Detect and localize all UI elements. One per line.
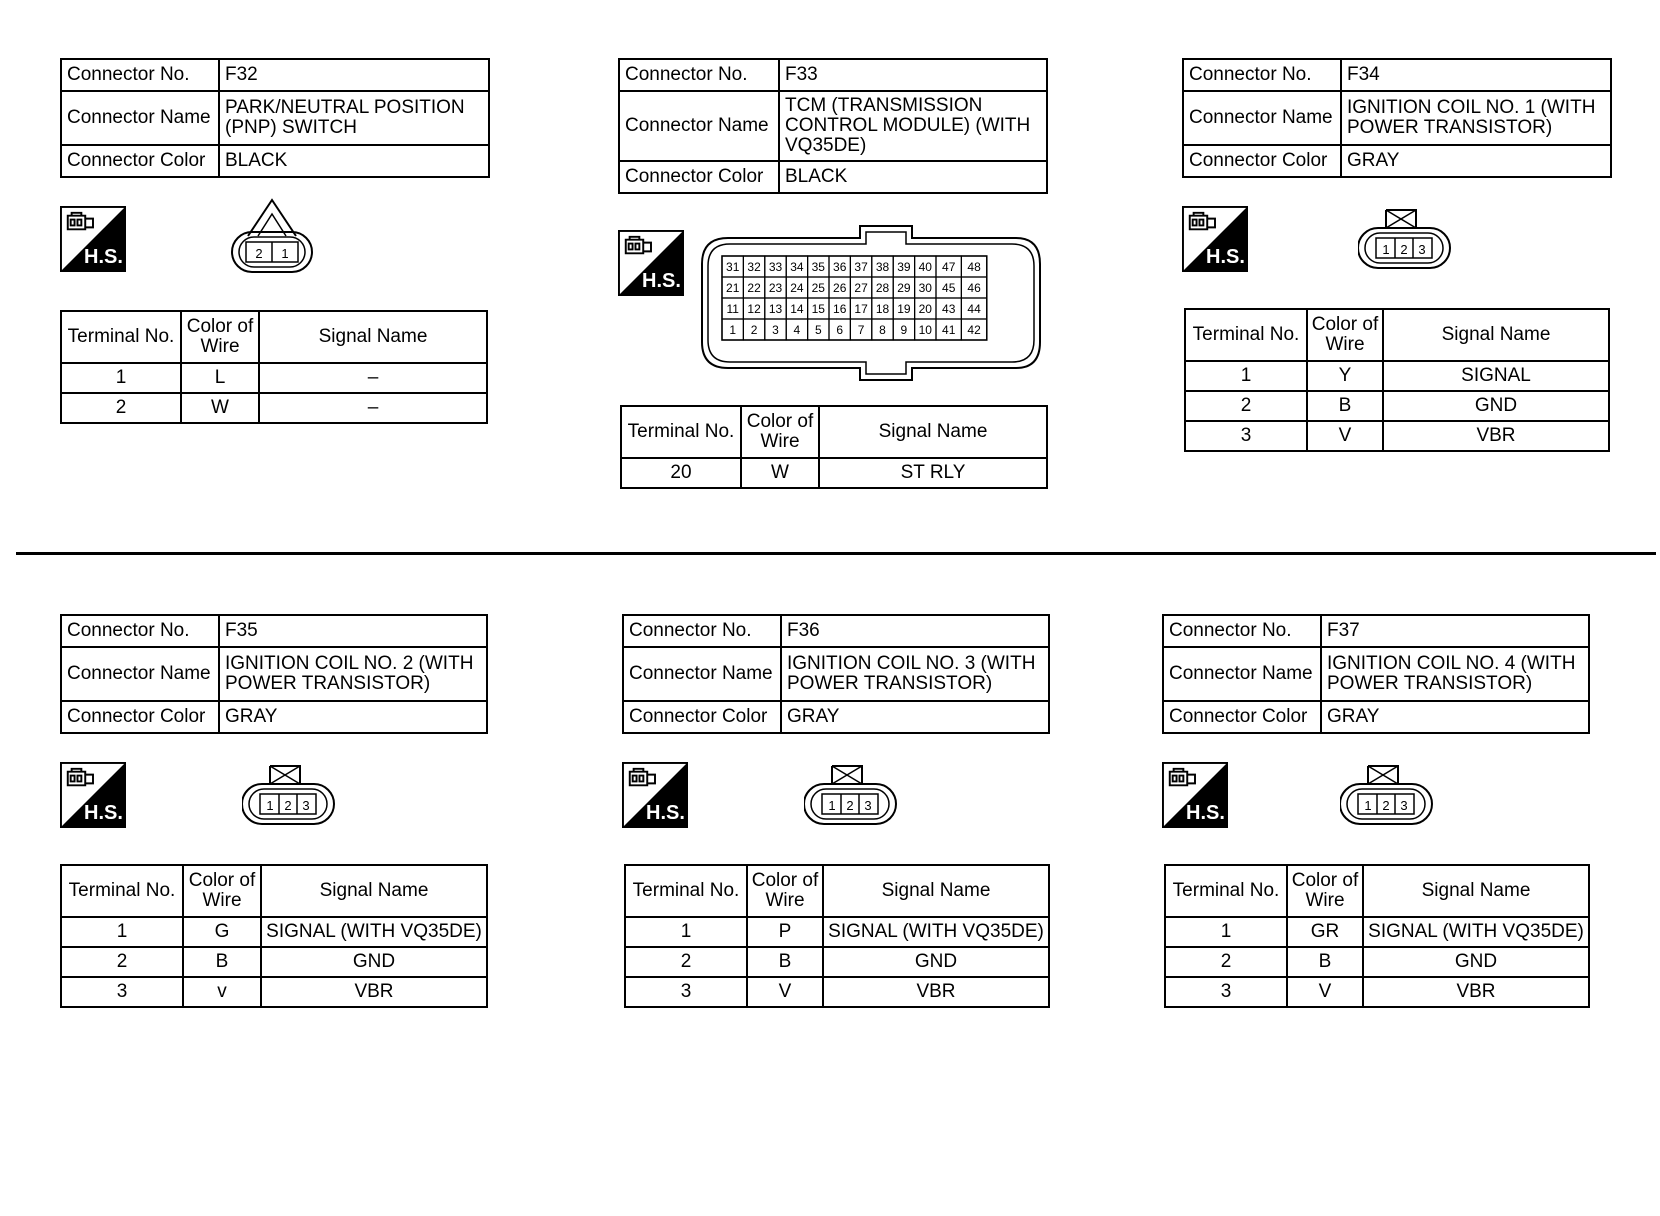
connector-name-label: Connector Name (1163, 647, 1321, 701)
terminal-no-cell: 1 (625, 917, 747, 947)
connector-face-diagram (1340, 762, 1440, 826)
connector-name-label: Connector Name (61, 91, 219, 145)
table-row (1165, 977, 1589, 1007)
pin-label: 34 (790, 260, 804, 274)
connector-panel-f32 (60, 58, 490, 178)
wire-color-cell: B (1287, 947, 1363, 977)
terminal-table-f37 (1164, 864, 1590, 1008)
signal-name-header: Signal Name (819, 406, 1047, 458)
terminal-no-header: Terminal No. (621, 406, 741, 458)
connector-name-value (219, 91, 489, 145)
connector-name-line: IGNITION COIL NO. 2 (WITH (225, 653, 474, 674)
pin-label: 2 (1400, 242, 1408, 257)
connector-no-label: Connector No. (619, 59, 779, 91)
connector-name-value (1321, 647, 1589, 701)
pin-label: 32 (747, 260, 761, 274)
pin-label: 23 (768, 281, 783, 295)
terminal-no-cell: 3 (1165, 977, 1287, 1007)
connector-face-diagram (232, 196, 318, 274)
connector-color-label: Connector Color (1163, 701, 1321, 733)
terminal-no-cell: 3 (61, 977, 183, 1007)
pin-label: 43 (942, 302, 956, 316)
pin-label: 2 (284, 798, 292, 813)
section-divider (16, 552, 1656, 555)
pin-label: 46 (967, 281, 981, 295)
pin-label: 11 (726, 302, 739, 316)
pin-label: 2 (1382, 798, 1390, 813)
connector-color-value: GRAY (781, 701, 1049, 733)
pin-label: 3 (864, 798, 872, 813)
terminal-table-f33 (620, 405, 1048, 489)
pin-label: 1 (1382, 242, 1390, 257)
pin-label: 40 (918, 260, 932, 274)
connector-face-diagram (1358, 206, 1458, 270)
harness-side-icon (60, 206, 126, 272)
signal-name-cell: GND (1363, 947, 1589, 977)
pin-label: 26 (833, 281, 847, 295)
pin-label: 42 (967, 323, 981, 337)
table-row (1185, 391, 1609, 421)
pin-label: 48 (967, 260, 981, 274)
pin-label: 33 (768, 260, 783, 274)
signal-name-cell: – (259, 363, 487, 393)
signal-name-cell: GND (1383, 391, 1609, 421)
pin-label: 20 (918, 302, 932, 316)
signal-name-cell: VBR (261, 977, 487, 1007)
connector-name-label: Connector Name (623, 647, 781, 701)
pin-label: 3 (772, 323, 779, 337)
connector-face-diagram (804, 762, 904, 826)
connector-color-label: Connector Color (61, 701, 219, 733)
harness-side-icon (60, 762, 126, 828)
signal-name-cell: ST RLY (819, 458, 1047, 488)
pin-label: 12 (747, 302, 761, 316)
wire-color-cell: V (1287, 977, 1363, 1007)
pin-label: 8 (879, 323, 886, 337)
table-row (61, 917, 487, 947)
connector-name-value (219, 647, 487, 701)
connector-panel-f34 (1182, 58, 1612, 178)
connector-name-label: Connector Name (619, 91, 779, 161)
connector-name-value (781, 647, 1049, 701)
pin-label: 1 (828, 798, 836, 813)
signal-name-header: Signal Name (823, 865, 1049, 917)
connector-name-line: POWER TRANSISTOR) (1347, 117, 1553, 138)
pin-label: 22 (747, 281, 761, 295)
harness-side-icon (622, 762, 688, 828)
terminal-table-f36 (624, 864, 1050, 1008)
signal-name-cell: VBR (1383, 421, 1609, 451)
pin-label: 21 (726, 281, 740, 295)
harness-side-label: H.S. (1186, 802, 1225, 824)
pin-label: 14 (790, 302, 804, 316)
connector-info-table (1182, 58, 1612, 178)
pin-label: 36 (833, 260, 847, 274)
connector-color-label: Connector Color (1183, 145, 1341, 177)
pin-label: 2 (255, 246, 263, 261)
terminal-no-header: Terminal No. (61, 311, 181, 363)
terminal-no-cell: 2 (61, 393, 181, 423)
connector-name-value (779, 91, 1047, 161)
harness-side-label: H.S. (84, 246, 123, 268)
terminal-no-cell: 1 (61, 363, 181, 393)
connector-info-table (60, 58, 490, 178)
wire-color-cell: W (181, 393, 259, 423)
pin-label: 29 (897, 281, 911, 295)
signal-name-cell: – (259, 393, 487, 423)
terminal-table-f35 (60, 864, 488, 1008)
wire-color-cell: B (747, 947, 823, 977)
terminal-no-cell: 2 (625, 947, 747, 977)
harness-side-label: H.S. (646, 802, 685, 824)
connector-name-line: CONTROL MODULE) (WITH (785, 115, 1031, 136)
pin-label: 3 (302, 798, 310, 813)
pin-label: 3 (1400, 798, 1408, 813)
connector-color-value: GRAY (1321, 701, 1589, 733)
connector-name-line: TCM (TRANSMISSION (785, 95, 983, 116)
pin-label: 4 (793, 323, 801, 337)
terminal-no-cell: 3 (625, 977, 747, 1007)
pin-label: 9 (900, 323, 908, 337)
signal-name-cell: SIGNAL (WITH VQ35DE) (823, 917, 1049, 947)
terminal-no-cell: 2 (1185, 391, 1307, 421)
pin-label: 5 (814, 323, 822, 337)
connector-color-label: Connector Color (623, 701, 781, 733)
connector-info-table (622, 614, 1050, 734)
connector-name-line: IGNITION COIL NO. 3 (WITH (787, 653, 1036, 674)
connector-color-value: BLACK (219, 145, 489, 177)
signal-name-cell: SIGNAL (WITH VQ35DE) (1363, 917, 1589, 947)
terminal-no-header: Terminal No. (625, 865, 747, 917)
signal-name-header: Signal Name (261, 865, 487, 917)
connector-no-value: F33 (779, 59, 1047, 91)
pin-label: 30 (918, 281, 932, 295)
signal-name-cell: SIGNAL (1383, 361, 1609, 391)
pin-label: 1 (729, 323, 737, 337)
harness-side-icon (618, 230, 684, 296)
connector-panel-f33 (618, 58, 1048, 194)
wire-color-cell: W (741, 458, 819, 488)
pin-label: 37 (854, 260, 868, 274)
wire-color-header: Color of Wire (747, 865, 823, 917)
table-row (61, 977, 487, 1007)
connector-name-line: POWER TRANSISTOR) (225, 673, 431, 694)
connector-name-line: IGNITION COIL NO. 1 (WITH (1347, 97, 1596, 118)
connector-name-line: IGNITION COIL NO. 4 (WITH (1327, 653, 1576, 674)
wire-color-header: Color of Wire (1307, 309, 1383, 361)
connector-no-value: F32 (219, 59, 489, 91)
connector-info-table (618, 58, 1048, 194)
connector-no-label: Connector No. (1183, 59, 1341, 91)
connector-name-line: POWER TRANSISTOR) (787, 673, 993, 694)
connector-name-label: Connector Name (1183, 91, 1341, 145)
connector-name-line: (PNP) SWITCH (225, 117, 357, 138)
pin-label: 28 (875, 281, 890, 295)
connector-info-table (60, 614, 488, 734)
wire-color-cell: Y (1307, 361, 1383, 391)
wire-color-header: Color of Wire (741, 406, 819, 458)
pin-label: 3 (1418, 242, 1426, 257)
terminal-no-cell: 3 (1185, 421, 1307, 451)
table-row (625, 917, 1049, 947)
connector-no-label: Connector No. (623, 615, 781, 647)
table-row (1185, 361, 1609, 391)
pin-label: 1 (281, 246, 289, 261)
wire-color-cell: V (747, 977, 823, 1007)
signal-name-cell: SIGNAL (WITH VQ35DE) (261, 917, 487, 947)
table-row (625, 947, 1049, 977)
terminal-table-f32 (60, 310, 488, 424)
pin-label: 2 (750, 323, 758, 337)
connector-name-value (1341, 91, 1611, 145)
connector-color-value: GRAY (1341, 145, 1611, 177)
wire-color-cell: B (1307, 391, 1383, 421)
connector-no-label: Connector No. (1163, 615, 1321, 647)
table-row (1165, 947, 1589, 977)
pin-label: 47 (942, 260, 956, 274)
table-row (1165, 917, 1589, 947)
pin-label: 1 (266, 798, 274, 813)
pin-label: 15 (811, 302, 825, 316)
pin-label: 16 (833, 302, 847, 316)
connector-panel-f37 (1162, 614, 1590, 734)
connector-face-diagram (242, 762, 342, 826)
table-row (621, 458, 1047, 488)
pin-label: 2 (846, 798, 854, 813)
terminal-no-header: Terminal No. (1185, 309, 1307, 361)
connector-name-label: Connector Name (61, 647, 219, 701)
pin-label: 38 (875, 260, 890, 274)
pin-label: 24 (790, 281, 804, 295)
connector-color-value: GRAY (219, 701, 487, 733)
pin-label: 1 (1364, 798, 1372, 813)
signal-name-header: Signal Name (1383, 309, 1609, 361)
wire-color-cell: G (183, 917, 261, 947)
wire-color-cell: P (747, 917, 823, 947)
terminal-no-cell: 1 (1165, 917, 1287, 947)
tcm-connector-face-diagram (700, 224, 1042, 384)
wire-color-cell: V (1307, 421, 1383, 451)
pin-label: 6 (836, 323, 844, 337)
wire-color-header: Color of Wire (183, 865, 261, 917)
terminal-no-cell: 20 (621, 458, 741, 488)
wire-color-header: Color of Wire (181, 311, 259, 363)
pin-label: 13 (768, 302, 783, 316)
harness-side-label: H.S. (642, 270, 681, 292)
harness-side-label: H.S. (84, 802, 123, 824)
pin-label: 31 (726, 260, 740, 274)
connector-info-table (1162, 614, 1590, 734)
pin-label: 7 (857, 323, 865, 337)
connector-no-value: F36 (781, 615, 1049, 647)
connector-color-label: Connector Color (619, 161, 779, 193)
pin-label: 19 (897, 302, 911, 316)
connector-no-value: F35 (219, 615, 487, 647)
pin-label: 10 (918, 323, 932, 337)
wire-color-cell: L (181, 363, 259, 393)
harness-side-icon (1162, 762, 1228, 828)
signal-name-cell: VBR (1363, 977, 1589, 1007)
signal-name-header: Signal Name (259, 311, 487, 363)
connector-no-label: Connector No. (61, 59, 219, 91)
wire-color-cell: GR (1287, 917, 1363, 947)
pin-label: 35 (811, 260, 825, 274)
pin-label: 45 (942, 281, 956, 295)
connector-name-line: VQ35DE) (785, 135, 867, 156)
terminal-no-cell: 1 (61, 917, 183, 947)
pin-label: 44 (967, 302, 981, 316)
pin-label: 25 (811, 281, 825, 295)
connector-no-value: F37 (1321, 615, 1589, 647)
terminal-no-header: Terminal No. (1165, 865, 1287, 917)
terminal-no-cell: 2 (1165, 947, 1287, 977)
table-row (61, 363, 487, 393)
connector-name-line: PARK/NEUTRAL POSITION (225, 97, 465, 118)
terminal-no-cell: 1 (1185, 361, 1307, 391)
terminal-no-cell: 2 (61, 947, 183, 977)
wire-color-cell: v (183, 977, 261, 1007)
connector-name-line: POWER TRANSISTOR) (1327, 673, 1533, 694)
terminal-no-header: Terminal No. (61, 865, 183, 917)
pin-label: 18 (875, 302, 890, 316)
table-row (1185, 421, 1609, 451)
harness-side-icon (1182, 206, 1248, 272)
harness-side-label: H.S. (1206, 246, 1245, 268)
connector-panel-f35 (60, 614, 488, 734)
connector-color-value: BLACK (779, 161, 1047, 193)
signal-name-cell: GND (823, 947, 1049, 977)
table-row (625, 977, 1049, 1007)
pin-label: 39 (897, 260, 911, 274)
connector-no-label: Connector No. (61, 615, 219, 647)
connector-color-label: Connector Color (61, 145, 219, 177)
table-row (61, 393, 487, 423)
signal-name-cell: GND (261, 947, 487, 977)
pin-label: 41 (942, 323, 956, 337)
wire-color-header: Color of Wire (1287, 865, 1363, 917)
wire-color-cell: B (183, 947, 261, 977)
signal-name-header: Signal Name (1363, 865, 1589, 917)
pin-label: 27 (854, 281, 868, 295)
terminal-table-f34 (1184, 308, 1610, 452)
signal-name-cell: VBR (823, 977, 1049, 1007)
connector-no-value: F34 (1341, 59, 1611, 91)
connector-panel-f36 (622, 614, 1050, 734)
table-row (61, 947, 487, 977)
pin-label: 17 (854, 302, 868, 316)
